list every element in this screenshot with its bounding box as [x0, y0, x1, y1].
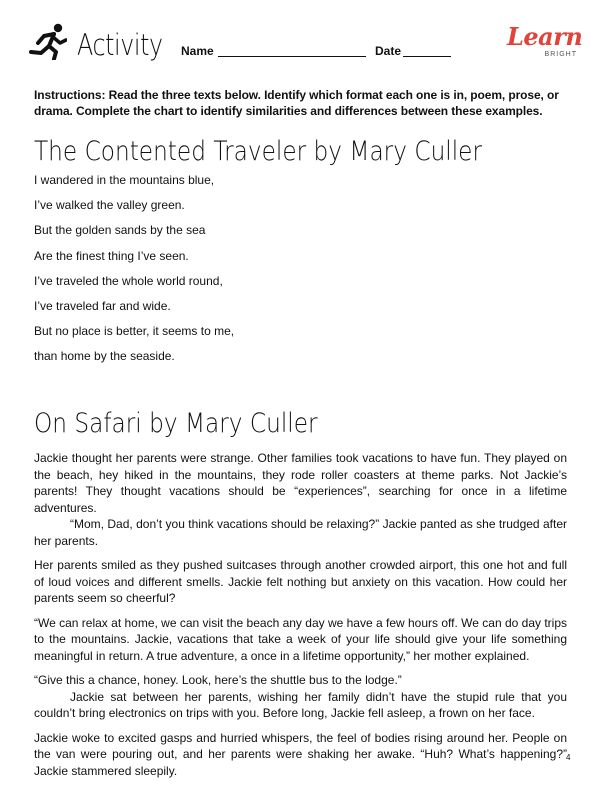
poem-line: Are the finest thing I’ve seen. — [34, 248, 189, 263]
date-label: Date — [375, 44, 402, 58]
poem-line: I’ve walked the valley green. — [34, 198, 185, 213]
logo-wordmark: Learn — [507, 22, 583, 51]
instructions: Instructions: Read the three texts below. Identify which format each one is in, poem, prose, or drama. Complete the chart to identify similarities and differences between these examples. — [34, 88, 559, 118]
activity-title: Activity — [77, 28, 163, 62]
poem-line: I’ve traveled far and wide. — [34, 298, 171, 313]
story-paragraph: Her parents smiled as they pushed suitcases through another crowded airport, this one hot and full of loud voices and different smells. Jackie felt nothing but anxiety on this vacation. How could her parents seem so cheerful? — [34, 558, 567, 605]
story-paragraph: “Give this a chance, honey. Look, here’s the shuttle bus to the lodge.” — [34, 673, 402, 687]
poem-line: But the golden sands by the sea — [34, 223, 206, 238]
worksheet-header — [0, 0, 600, 80]
story-paragraph: “We can relax at home, we can visit the beach any day we have a few hours off. We can do day trips to the mountains. Jackie, vacations that take a week of your life should give your life something meaningful in return. A true adventure, a once in a lifetime opportunity,” her mother explained. — [34, 615, 567, 663]
date-field-line[interactable] — [403, 56, 451, 57]
story-body — [34, 450, 567, 787]
story-title: On Safari by Mary Culler — [34, 408, 318, 439]
poem-line: than home by the seaside. — [34, 349, 175, 364]
story-paragraph: Jackie sat between her parents, wishing her family didn’t have the stupid rule that you couldn’t bring electronics on trips with you. Before long, Jackie fell asleep, a frown on her face. — [34, 689, 567, 720]
poem-line: I’ve traveled the whole world round, — [34, 273, 223, 288]
poem-title: The Contented Traveler by Mary Culler — [34, 136, 483, 167]
poem-body — [34, 172, 234, 374]
name-field-line[interactable] — [218, 56, 366, 57]
name-label: Name — [181, 44, 214, 58]
running-figure-icon — [27, 22, 67, 60]
logo-subtext: BRIGHT — [544, 51, 577, 58]
story-paragraph: Jackie woke to excited gasps and hurried whispers, the feel of bodies rising around her. People on the van were pouring out, and her parents were shaking her awake. “Huh? What’s happening?” Jackie stammered sleepily. — [34, 730, 567, 778]
story-paragraph: “Mom, Dad, don’t you think vacations should be relaxing?” Jackie panted as she trudged after her parents. — [34, 517, 567, 548]
story-paragraph: Jackie thought her parents were strange. Other families took vacations to have fun. They played on the beach, hey hiked in the mountains, they rode roller coasters at theme parks. Not Jackie’s parents! They thought vacations should be “experiences”, searching for once in a lifetime adventures. — [34, 451, 567, 515]
poem-line: I wandered in the mountains blue, — [34, 173, 215, 187]
learn-bright-logo — [507, 22, 583, 70]
page-number: 4 — [566, 753, 571, 762]
poem-line: But no place is better, it seems to me, — [34, 324, 235, 339]
